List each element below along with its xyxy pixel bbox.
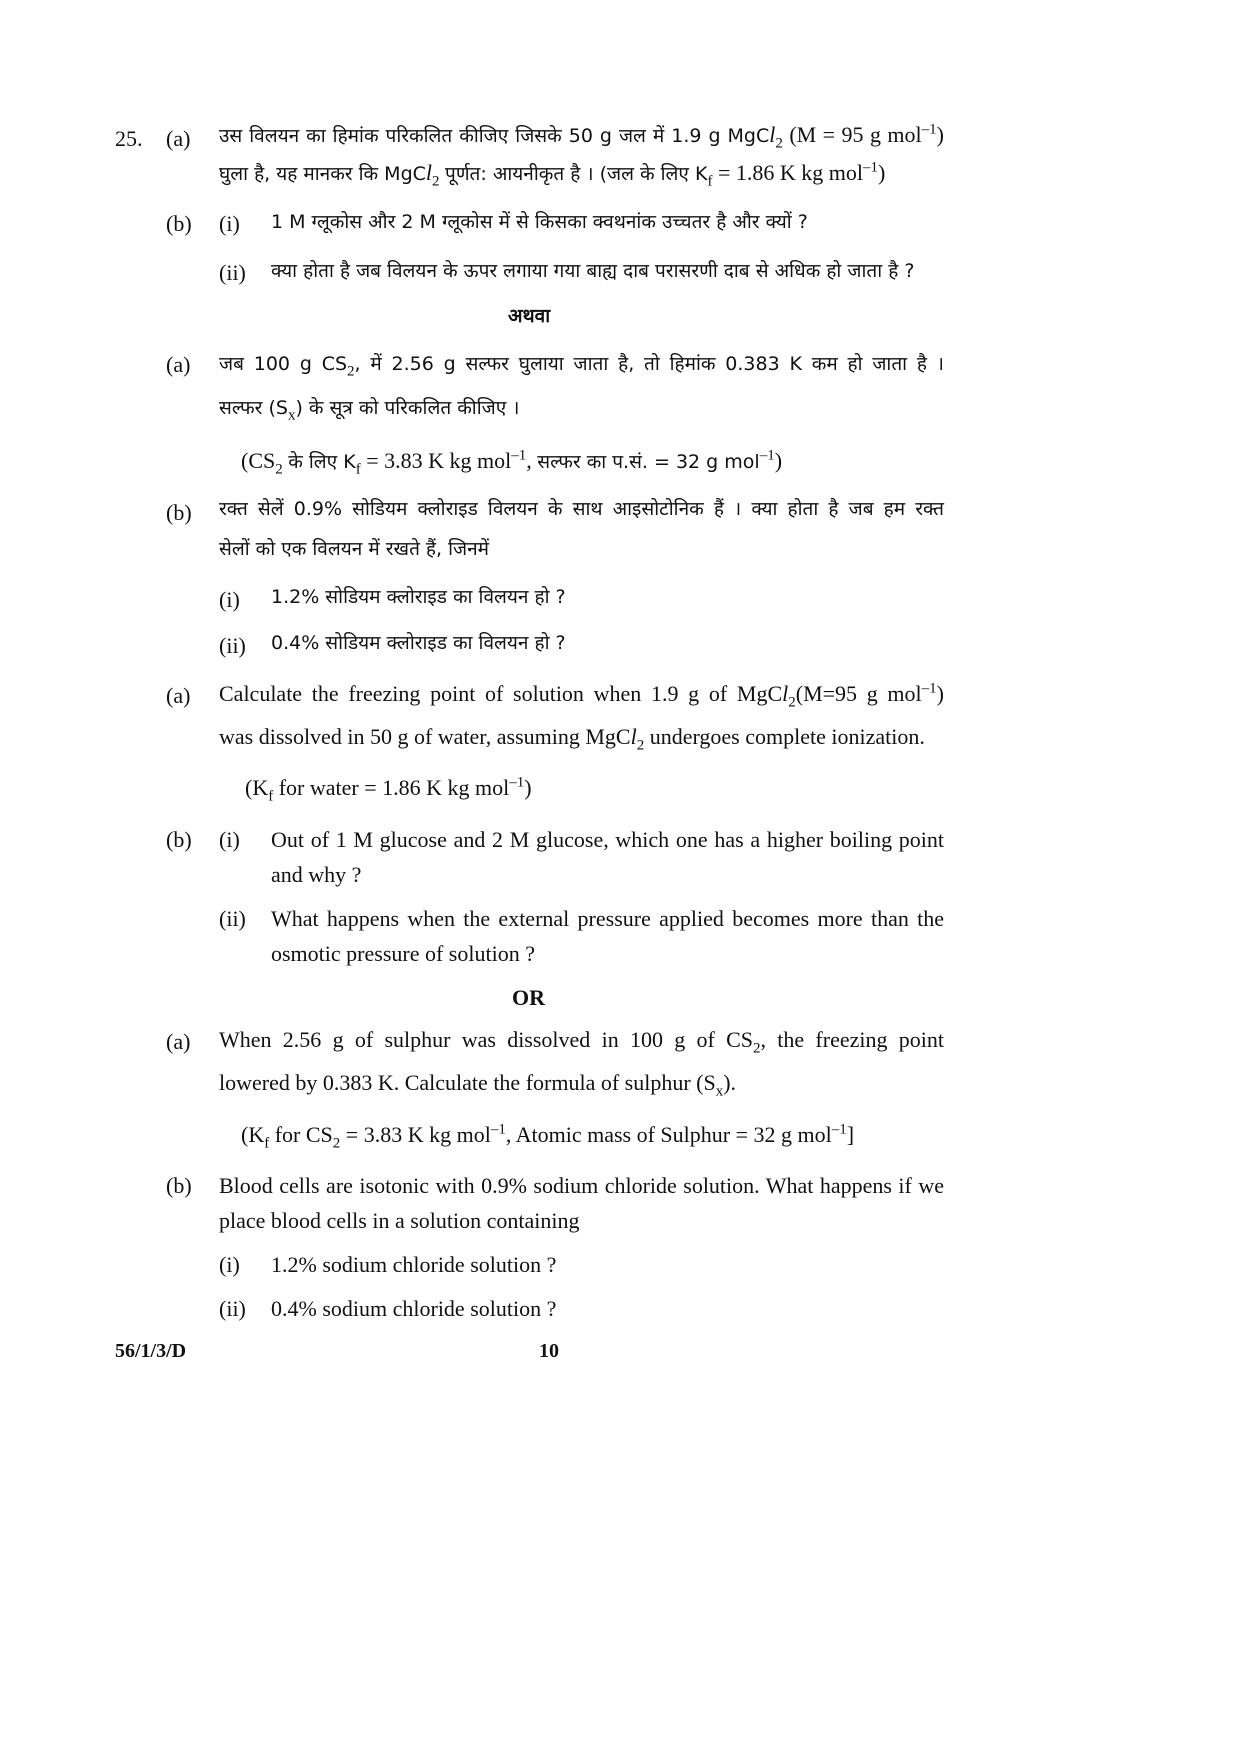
part-a-label: (a) — [166, 126, 191, 151]
sub-ii-label: (ii) — [219, 1296, 246, 1321]
question-number: 25. — [115, 126, 143, 151]
en-b-ii-line1: What happens when the external pressure applied becomes more than the — [271, 906, 944, 931]
hindi-part-a-line1: उस विलयन का हिमांक परिकलित कीजिए जिसके 50 g जल में 1.9 g MgCl$_2$ (M = 95 g mol$^{-1}$) — [219, 121, 944, 152]
en-or-a-constants: ($K_f$ for $CS_2 = 3.83$ K kg mol$^{-1}$, Atomic mass of Sulphur = 32 g mol$^{-1}$] — [241, 1121, 855, 1152]
hindi-b-ii: क्या होता है जब विलयन के ऊपर लगाया गया बाह्य दाब परासरणी दाब से अधिक हो जाता है ? — [271, 260, 915, 282]
en-part-b-label: (b) — [166, 827, 192, 852]
part-b-label: (b) — [166, 211, 192, 236]
en-part-a-line1: Calculate the freezing point of solution when 1.9 g of MgCl$_2$(M=95 g mol$^{-1}$) — [219, 680, 944, 711]
en-or-b-ii: 0.4% sodium chloride solution ? — [271, 1296, 557, 1321]
en-b-ii-line2: osmotic pressure of solution ? — [271, 941, 535, 966]
page-number: 10 — [539, 1340, 559, 1362]
en-or-b-label: (b) — [166, 1173, 192, 1198]
or-part-a-label: (a) — [166, 352, 191, 377]
en-or-a-line2: lowered by 0.383 K. Calculate the formula of sulphur $(S_x)$. — [219, 1070, 737, 1100]
en-or-a-label: (a) — [166, 1029, 191, 1054]
hindi-part-a-line2: घुला है, यह मानकर कि MgCl$_2$ पूर्णत: आयनीकृत है । (जल के लिए $K_f = 1.86$ K kg mol$^{-1}$) — [219, 159, 886, 190]
hindi-or-a-line1: जब 100 g $CS_2$, में 2.56 g सल्फर घुलाया जाता है, तो हिमांक 0.383 K कम हो जाता है । — [219, 353, 945, 380]
en-or-a-line1: When 2.56 g of sulphur was dissolved in 100 g of $CS_2$, the freezing point — [219, 1027, 944, 1057]
hindi-or-b-line1: रक्त सेलें 0.9% सोडियम क्लोराइड विलयन के साथ आइसोटोनिक हैं । क्या होता है जब हम रक्त — [219, 498, 944, 520]
en-b-i-line2: and why ? — [271, 862, 362, 887]
sub-ii-label: (ii) — [219, 906, 246, 931]
en-part-a-line2: was dissolved in 50 g of water, assuming MgCl$_2$ undergoes complete ionization. — [219, 724, 925, 754]
hindi-b-i: 1 M ग्लूकोस और 2 M ग्लूकोस में से किसका क्वथनांक उच्चतर है और क्यों ? — [271, 211, 808, 233]
hindi-or-b-line2: सेलों को एक विलयन में रखते हैं, जिनमें — [219, 538, 490, 560]
sub-i-label: (i) — [219, 587, 240, 612]
sub-ii-label: (ii) — [219, 633, 246, 658]
sub-i-label: (i) — [219, 827, 240, 852]
en-or-b-i: 1.2% sodium chloride solution ? — [271, 1252, 557, 1277]
en-part-a-label: (a) — [166, 683, 191, 708]
en-part-a-constant: ($K_f$ for water = 1.86 K kg mol$^{-1}$) — [245, 774, 532, 805]
sub-i-label: (i) — [219, 211, 240, 236]
hindi-or-b-ii: 0.4% सोडियम क्लोराइड का विलयन हो ? — [271, 632, 566, 654]
en-b-i-line1: Out of 1 M glucose and 2 M glucose, which one has a higher boiling point — [271, 827, 944, 852]
hindi-or-b-i: 1.2% सोडियम क्लोराइड का विलयन हो ? — [271, 586, 566, 608]
hindi-or-heading: अथवा — [508, 305, 551, 327]
hindi-or-a-constants: ($CS_2$ के लिए $K_f = 3.83$ K kg mol$^{-1}$, सल्फर का प.सं. = 32 g mol$^{-1}$) — [241, 447, 783, 478]
sub-ii-label: (ii) — [219, 260, 246, 285]
or-part-b-label: (b) — [166, 500, 192, 525]
paper-code: 56/1/3/D — [115, 1340, 187, 1362]
en-or-heading: OR — [512, 985, 545, 1010]
sub-i-label: (i) — [219, 1252, 240, 1277]
hindi-or-a-line2: सल्फर $(S_x)$ के सूत्र को परिकलित कीजिए । — [219, 397, 520, 424]
en-or-b-line1: Blood cells are isotonic with 0.9% sodium chloride solution. What happens if we — [219, 1173, 944, 1198]
en-or-b-line2: place blood cells in a solution containing — [219, 1208, 580, 1233]
